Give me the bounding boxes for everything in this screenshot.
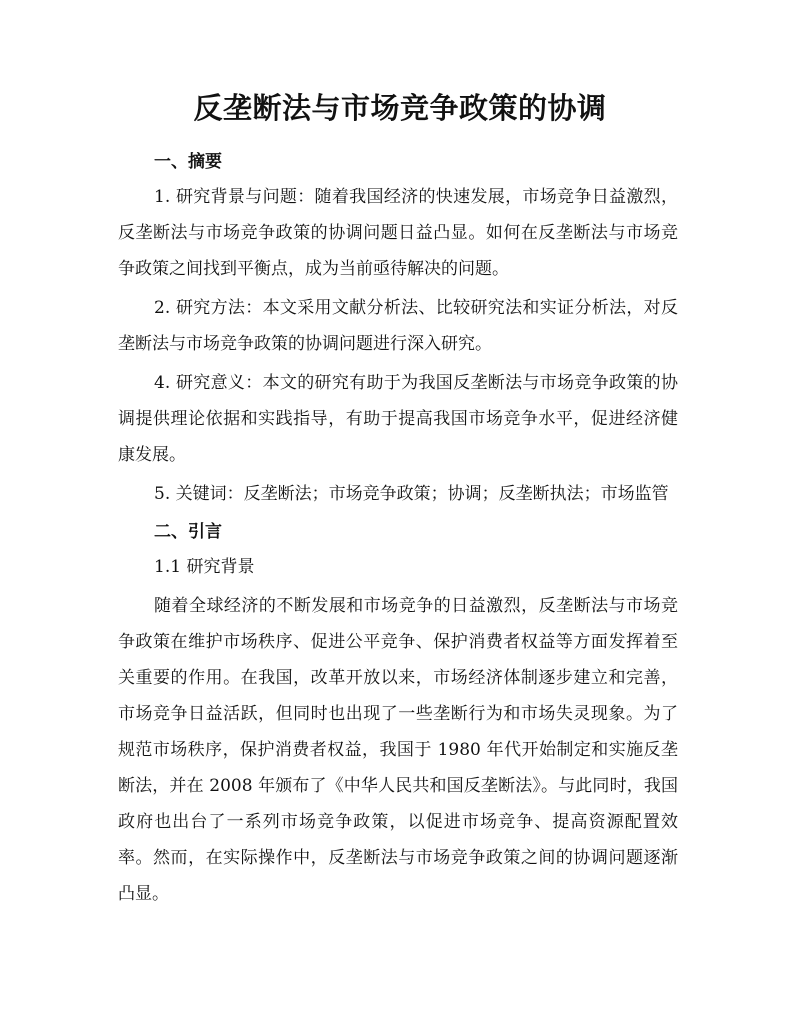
abstract-paragraph-significance: 4. 研究意义：本文的研究有助于为我国反垄断法与市场竞争政策的协调提供理论依据和实践指导，有助于提高我国市场竞争水平，促进经济健康发展。 <box>118 373 678 465</box>
abstract-paragraph-keywords: 5. 关键词：反垄断法；市场竞争政策；协调；反垄断执法；市场监管 <box>154 484 669 504</box>
intro-paragraph-background: 随着全球经济的不断发展和市场竞争的日益激烈，反垄断法与市场竞争政策在维护市场秩序、促进公平竞争、保护消费者权益等方面发挥着至关重要的作用。在我国，改革开放以来，市场经济体制逐步建立和完善，市场竞争日益活跃，但同时也出现了一些垄断行为和市场失灵现象。为了规范市场秩序，保护消费者权益，我国于 1980 年代开始制定和实施反垄断法，并在 2008 年颁布了《中华人民共和国反垄断法》。与此同时，我国政府也出台了一系列市场竞争政策，以促进市场竞争、提高资源配置效率。然而，在实际操作中，反垄断法与市场竞争政策之间的协调问题逐渐凸显。 <box>118 596 678 904</box>
document-body <box>118 145 678 915</box>
document-title: 反垄断法与市场竞争政策的协调 <box>193 91 607 125</box>
section-heading-intro: 二、引言 <box>154 522 222 542</box>
subsection-heading-background: 1.1 研究背景 <box>154 557 255 577</box>
section-heading-abstract: 一、摘要 <box>154 152 222 172</box>
abstract-paragraph-background: 1. 研究背景与问题：随着我国经济的快速发展，市场竞争日益激烈，反垄断法与市场竞争政策的协调问题日益凸显。如何在反垄断法与市场竞争政策之间找到平衡点，成为当前亟待解决的问题。 <box>118 187 678 279</box>
abstract-paragraph-method: 2. 研究方法：本文采用文献分析法、比较研究法和实证分析法，对反垄断法与市场竞争政策的协调问题进行深入研究。 <box>118 298 678 354</box>
